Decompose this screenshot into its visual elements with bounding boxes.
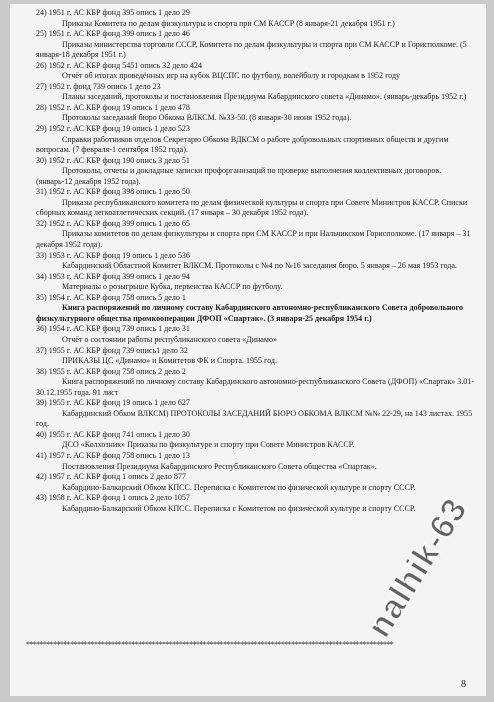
archive-entry xyxy=(36,272,476,293)
entry-description: ПРИКАЗЫ ЦС «Динамо» и Комитетов ФК и Спорта. 1955 год. xyxy=(62,356,278,366)
archive-entry xyxy=(36,367,476,399)
archive-entry xyxy=(36,124,476,156)
archive-entry xyxy=(36,293,476,325)
entry-description: Планы заседаний, протоколы и постановления Президиума Кабардинского совета «Динамо». (январь-декабрь 1952 г.) xyxy=(62,92,467,102)
entry-description: Кабардино-Балкарский Обком КПСС. Переписка с Комитетом по физической культуре и спорту СССР. xyxy=(62,503,416,513)
entry-description: Приказы министерства торговли СССР, Комитета по делам физкультуры и спорта при СМ КАССР и Горисполкоме. (5 января-18 декабря 1951 г.) xyxy=(36,39,467,60)
archive-entry xyxy=(36,472,476,493)
page-number: 8 xyxy=(461,679,466,690)
archive-entry xyxy=(36,398,476,430)
document-page xyxy=(10,4,486,696)
entry-description: Кабардинский Областной Комитет ВЛКСМ. Протоколы с №4 по №16 заседания бюро. 5 января – 26 мая 1953 года. xyxy=(62,261,457,271)
archive-entry xyxy=(36,187,476,219)
entry-description: Приказы республиканского комитета по делам физической культуры и спорта при Совете Министров КАССР. Списки сборных команд легкоатлетических секций. (17 января – 30 декабря 1952 года). xyxy=(36,197,468,218)
entry-reference: 34) 1953 г. АС КБР фонд 399 опись 1 дело 94 xyxy=(36,271,190,281)
entry-description: Протоколы заседаний бюро Обкома ВЛКСМ. №33-50. (8 января-30 июня 1952 года). xyxy=(62,113,352,123)
entry-reference: 30) 1952 г. АС КБР фонд 190 опись 3 дело 51 xyxy=(36,155,190,165)
entry-description: Отчёт об итогах проведённых игр на кубок ВЦСПС по футболу, волейболу и городкам в 1952 году xyxy=(62,71,401,81)
entry-reference: 29) 1952 г. АС КБР фонд 19 опись 1 дело 523 xyxy=(36,124,190,134)
archive-entry xyxy=(36,346,476,367)
archive-entry xyxy=(36,251,476,272)
entry-description: Постановления Президиума Кабардинского Республиканского Совета общества «Спартак». xyxy=(62,461,377,471)
entry-description: Кабардинский Обком ВЛКСМ) ПРОТОКОЛЫ ЗАСЕДАНИЙ БЮРО ОБКОМА ВЛКСМ №№ 22-29, на 143 листах. 1955 год. xyxy=(36,408,473,429)
entry-reference: 43) 1958 г. АС КБР фонд 1 опись 2 дело 1057 xyxy=(36,493,190,503)
archive-entry xyxy=(36,103,476,124)
entry-description: Протоколы, отчеты и докладные записки профорганизаций по проверке выполнения коллективных договоров. (январь-12 декабря 1952 года). xyxy=(36,166,442,186)
entry-reference: 37) 1955 г. АС КБР фонд 739 опись1 дело 32 xyxy=(36,345,188,355)
entry-reference: 31) 1952 г. АС КБР фонд 398 опись 1 дело 50 xyxy=(36,187,190,197)
archive-entry xyxy=(36,8,476,29)
entry-reference: 39) 1955 г. АС КБР фонд 19 опись 1 дело 627 xyxy=(36,398,190,408)
archive-entry xyxy=(36,61,476,82)
entry-reference: 36) 1954 г. АС КБР фонд 739 опись 1 дело 31 xyxy=(36,324,190,334)
entry-reference: 28) 1952 г. АС КБР фонд 19 опись 1 дело 478 xyxy=(36,102,190,112)
archive-entry-list xyxy=(36,8,476,514)
entry-reference: 42) 1957 г. АС КБР фонд 1 опись 2 дело 877 xyxy=(36,472,186,482)
archive-entry xyxy=(36,451,476,472)
entry-description: Приказы комитетов по делам физкультуры и спорта при СМ КАССР и при Нальчикском Горисполкоме. (17 января – 31 декабря 1952 года). xyxy=(36,229,471,250)
entry-description: Книга распоряжений по личному составу Кабардинского автономно-республиканского Совета (ДФОП) «Спартак» 3.01-30.12.1955 года. 91 лист xyxy=(36,377,475,397)
archive-entry xyxy=(36,324,476,345)
archive-entry xyxy=(36,156,476,188)
entry-reference: 25) 1951 г. АС КБР фонд 399 опись 1 дело 46 xyxy=(36,29,190,39)
archive-entry xyxy=(36,29,476,61)
entry-reference: 33) 1953 г. АС КБР фонд 19 опись 1 дело 536 xyxy=(36,250,190,260)
entry-reference: 27) 1952 г. фонд 739 опись 1 дело 23 xyxy=(36,81,161,91)
entry-description: Отчёт о состоянии работы республиканского совета «Динамо» xyxy=(62,334,277,344)
entry-reference: 41) 1957 г. АС КБР фонд 758 опись 1 дело 13 xyxy=(36,450,190,460)
entry-reference: 26) 1952 г. АС КБР фонд 5451 опись 32 дело 424 xyxy=(36,60,203,70)
archive-entry xyxy=(36,219,476,251)
entry-description: Приказы Комитета по делам физкультуры и спорта при СМ КАССР (8 января-21 декабря 1951 г.) xyxy=(62,18,395,28)
entry-reference: 32) 1952 г. АС КБР фонд 399 опись 1 дело 65 xyxy=(36,218,190,228)
archive-entry xyxy=(36,493,476,514)
archive-entry xyxy=(36,430,476,451)
entry-reference: 35) 1954 г. АС КБР фонд 758 опись 5 дело 1 xyxy=(36,292,186,302)
entry-description: Материалы о розыгрыше Кубка, первенства КАССР по футболу. xyxy=(62,282,283,292)
entry-description: Справки работников отделов Секретарю Обкома ВДКСМ о работе добровольных спортивных обществ и другим вопросам. (7 февраля-1 сентября 1952 года). xyxy=(36,134,449,155)
entry-reference: 40) 1955 г. АС КБР фонд 741 опись 1 дело 30 xyxy=(36,429,190,439)
entry-description: ДСО «Колхозник» Приказы по физкультуре и спорту при Совете Министров КАССР. xyxy=(62,440,355,450)
entry-description: Кабардино-Балкарский Обком КПСС. Переписка с Комитетом по физической культуре и спорту СССР. xyxy=(62,482,416,492)
archive-entry xyxy=(36,82,476,103)
separator-line: ************************************************************************************************************ xyxy=(26,640,394,649)
watermark: nalhik-63 xyxy=(360,491,476,645)
entry-reference: 24) 1951 г. АС КБР фонд 395 опись 1 дело 29 xyxy=(36,8,190,17)
entry-reference: 38) 1955 г. АС КБР фонд 758 опись 2 дело 2 xyxy=(36,366,186,376)
entry-description: Книга распоряжений по личному составу Кабардинского автономно-республиканского Совета добровольного физкультурного общества промкооперации ДФОП «Спартак». (3 января-25 декабря 1954 г.) xyxy=(36,303,463,323)
